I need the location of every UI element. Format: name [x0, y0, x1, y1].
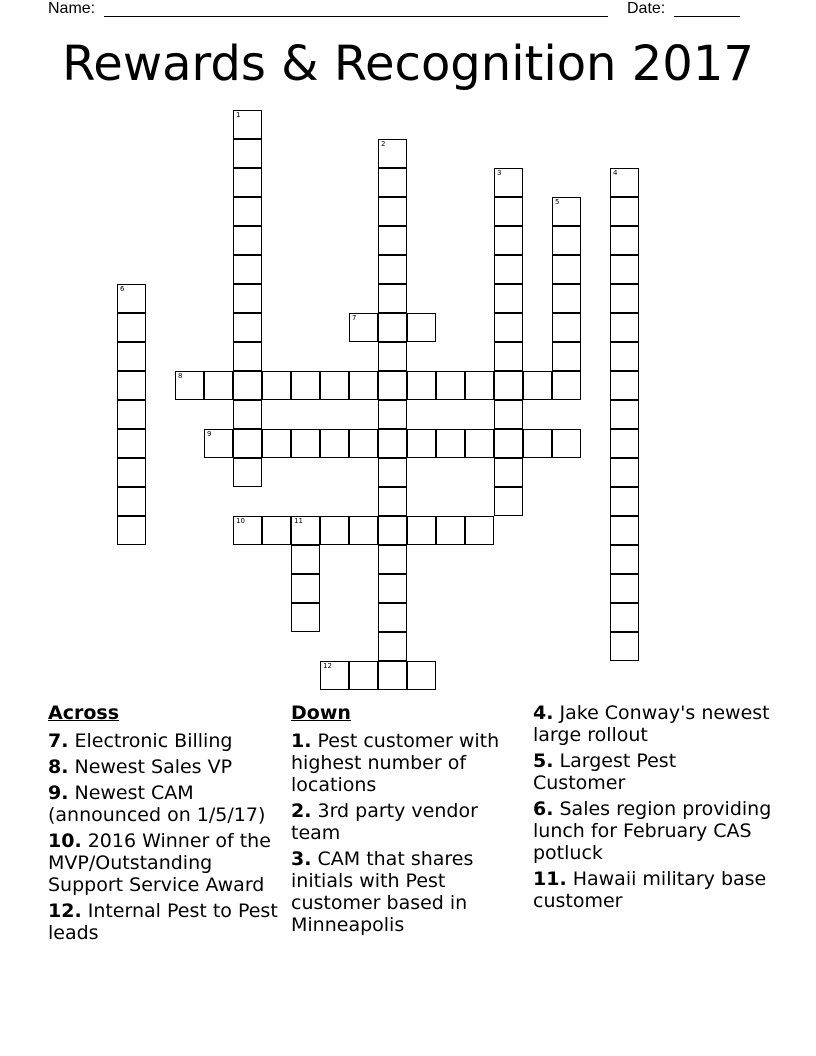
grid-cell[interactable]	[610, 429, 639, 458]
grid-cell[interactable]	[291, 574, 320, 603]
clue-number-label: 9.	[48, 782, 69, 804]
grid-cell[interactable]	[407, 371, 436, 400]
grid-cell[interactable]	[117, 400, 146, 429]
grid-cell[interactable]	[320, 661, 349, 690]
clue-number-label: 11.	[533, 868, 567, 890]
grid-cell[interactable]	[349, 661, 378, 690]
clue-number-label: 12.	[48, 900, 82, 922]
grid-cell[interactable]	[552, 197, 581, 226]
grid-cell[interactable]	[378, 574, 407, 603]
grid-cell[interactable]	[320, 516, 349, 545]
clue-item	[533, 702, 773, 746]
grid-cell[interactable]	[117, 429, 146, 458]
grid-cell[interactable]	[610, 516, 639, 545]
grid-cell[interactable]	[378, 197, 407, 226]
grid-cell[interactable]	[610, 400, 639, 429]
grid-cell[interactable]	[233, 371, 262, 400]
grid-cell[interactable]	[378, 371, 407, 400]
grid-cell[interactable]	[494, 429, 523, 458]
grid-cell[interactable]	[523, 429, 552, 458]
clue-number-label: 6.	[533, 798, 554, 820]
grid-cell[interactable]	[378, 458, 407, 487]
clue-number: 11	[294, 517, 303, 525]
grid-cell[interactable]	[117, 516, 146, 545]
clue-number: 5	[555, 198, 560, 206]
grid-cell[interactable]	[436, 429, 465, 458]
name-label: Name:	[48, 0, 96, 17]
grid-cell[interactable]	[204, 371, 233, 400]
clue-number-label: 1.	[291, 730, 312, 752]
grid-cell[interactable]	[378, 632, 407, 661]
grid-cell[interactable]	[378, 284, 407, 313]
clue-number: 6	[120, 285, 125, 293]
grid-cell[interactable]	[233, 197, 262, 226]
grid-cell[interactable]	[378, 603, 407, 632]
grid-cell[interactable]	[552, 342, 581, 371]
grid-cell[interactable]	[552, 371, 581, 400]
clue-text: Largest Pest Customer	[533, 750, 677, 794]
puzzle-title: Rewards & Recognition 2017	[62, 36, 754, 92]
grid-cell[interactable]	[552, 255, 581, 284]
grid-cell[interactable]	[610, 342, 639, 371]
grid-cell[interactable]	[494, 284, 523, 313]
clue-item	[48, 900, 284, 944]
grid-cell[interactable]	[117, 342, 146, 371]
grid-cell[interactable]	[610, 545, 639, 574]
clue-number-label: 7.	[48, 730, 69, 752]
grid-cell[interactable]	[378, 226, 407, 255]
grid-cell[interactable]	[494, 226, 523, 255]
grid-cell[interactable]	[494, 313, 523, 342]
clue-number-label: 4.	[533, 702, 554, 724]
grid-cell[interactable]	[204, 429, 233, 458]
clue-text: 3rd party vendor team	[291, 800, 478, 844]
grid-cell[interactable]	[262, 371, 291, 400]
clue-text: Newest Sales VP	[68, 756, 233, 778]
clue-number: 9	[207, 430, 212, 438]
grid-cell[interactable]	[117, 284, 146, 313]
grid-cell[interactable]	[233, 516, 262, 545]
clue-number: 1	[236, 111, 241, 119]
grid-cell[interactable]	[378, 429, 407, 458]
grid-cell[interactable]	[233, 110, 262, 139]
grid-cell[interactable]	[117, 487, 146, 516]
grid-cell[interactable]	[117, 371, 146, 400]
grid-cell[interactable]	[233, 168, 262, 197]
grid-cell[interactable]	[349, 313, 378, 342]
clue-text: 2016 Winner of the MVP/Outstanding Support Service Award	[48, 830, 271, 896]
grid-cell[interactable]	[262, 429, 291, 458]
grid-cell[interactable]	[552, 313, 581, 342]
clue-item	[48, 756, 284, 778]
clue-number-label: 8.	[48, 756, 69, 778]
grid-cell[interactable]	[320, 371, 349, 400]
grid-cell[interactable]	[436, 516, 465, 545]
grid-cell[interactable]	[233, 342, 262, 371]
clue-text: Hawaii military base customer	[533, 868, 767, 912]
grid-cell[interactable]	[610, 371, 639, 400]
clue-text: Sales region providing lunch for February CAS potluck	[533, 798, 772, 864]
clue-text: Internal Pest to Pest leads	[48, 900, 278, 944]
clue-text: Jake Conway's newest large rollout	[533, 702, 770, 746]
grid-cell[interactable]	[233, 429, 262, 458]
clue-number: 8	[178, 372, 183, 380]
grid-cell[interactable]	[494, 168, 523, 197]
clue-item	[291, 848, 529, 936]
clue-number-label: 10.	[48, 830, 82, 852]
grid-cell[interactable]	[378, 313, 407, 342]
grid-cell[interactable]	[378, 139, 407, 168]
grid-cell[interactable]	[378, 400, 407, 429]
grid-cell[interactable]	[610, 168, 639, 197]
grid-cell[interactable]	[610, 632, 639, 661]
grid-cell[interactable]	[378, 661, 407, 690]
clue-text: CAM that shares initials with Pest customer based in Minneapolis	[291, 848, 474, 936]
grid-cell[interactable]	[494, 342, 523, 371]
clue-item	[533, 798, 773, 864]
grid-cell[interactable]	[494, 458, 523, 487]
grid-cell[interactable]	[465, 516, 494, 545]
grid-cell[interactable]	[291, 429, 320, 458]
grid-cell[interactable]	[233, 458, 262, 487]
across-clues	[48, 702, 284, 948]
date-label: Date:	[627, 0, 666, 17]
clue-text: Electronic Billing	[68, 730, 233, 752]
grid-cell[interactable]	[233, 226, 262, 255]
clue-number: 3	[497, 169, 502, 177]
grid-cell[interactable]	[407, 429, 436, 458]
clue-number: 4	[613, 169, 618, 177]
grid-cell[interactable]	[291, 516, 320, 545]
grid-cell[interactable]	[610, 226, 639, 255]
grid-cell[interactable]	[233, 139, 262, 168]
grid-cell[interactable]	[494, 371, 523, 400]
clue-item	[533, 868, 773, 912]
grid-cell[interactable]	[494, 400, 523, 429]
grid-cell[interactable]	[233, 284, 262, 313]
grid-cell[interactable]	[378, 516, 407, 545]
grid-cell[interactable]	[233, 400, 262, 429]
grid-cell[interactable]	[610, 284, 639, 313]
clue-number: 12	[323, 662, 332, 670]
grid-cell[interactable]	[407, 313, 436, 342]
grid-cell[interactable]	[378, 545, 407, 574]
grid-cell[interactable]	[523, 371, 552, 400]
clue-item	[48, 830, 284, 896]
grid-cell[interactable]	[610, 603, 639, 632]
clue-text: Pest customer with highest number of locations	[291, 730, 500, 796]
clue-number: 2	[381, 140, 386, 148]
clue-item	[291, 730, 529, 796]
grid-cell[interactable]	[378, 342, 407, 371]
grid-cell[interactable]	[378, 255, 407, 284]
grid-cell[interactable]	[378, 487, 407, 516]
grid-cell[interactable]	[494, 255, 523, 284]
down-clues	[291, 702, 529, 940]
grid-cell[interactable]	[610, 197, 639, 226]
clue-item	[291, 800, 529, 844]
grid-cell[interactable]	[291, 603, 320, 632]
grid-cell[interactable]	[494, 197, 523, 226]
grid-cell[interactable]	[117, 313, 146, 342]
grid-cell[interactable]	[552, 429, 581, 458]
grid-cell[interactable]	[552, 284, 581, 313]
grid-cell[interactable]	[349, 371, 378, 400]
grid-cell[interactable]	[465, 371, 494, 400]
grid-cell[interactable]	[233, 313, 262, 342]
clue-number: 10	[236, 517, 245, 525]
clue-number-label: 2.	[291, 800, 312, 822]
grid-cell[interactable]	[291, 371, 320, 400]
across-heading: Across	[48, 702, 120, 724]
grid-cell[interactable]	[610, 487, 639, 516]
grid-cell[interactable]	[320, 429, 349, 458]
grid-cell[interactable]	[436, 371, 465, 400]
clue-item	[533, 750, 773, 794]
grid-cell[interactable]	[407, 516, 436, 545]
grid-cell[interactable]	[610, 313, 639, 342]
grid-cell[interactable]	[465, 429, 494, 458]
grid-cell[interactable]	[610, 255, 639, 284]
grid-cell[interactable]	[407, 661, 436, 690]
down-heading: Down	[291, 702, 351, 724]
grid-cell[interactable]	[349, 429, 378, 458]
grid-cell[interactable]	[291, 545, 320, 574]
grid-cell[interactable]	[175, 371, 204, 400]
clue-number-label: 5.	[533, 750, 554, 772]
grid-cell[interactable]	[610, 458, 639, 487]
grid-cell[interactable]	[494, 487, 523, 516]
down-clues-continued	[533, 702, 773, 916]
clue-item	[48, 782, 284, 826]
grid-cell[interactable]	[378, 168, 407, 197]
grid-cell[interactable]	[610, 574, 639, 603]
clue-text: Newest CAM (announced on 1/5/17)	[48, 782, 266, 826]
grid-cell[interactable]	[117, 458, 146, 487]
grid-cell[interactable]	[552, 226, 581, 255]
clue-number: 7	[352, 314, 357, 322]
grid-cell[interactable]	[349, 516, 378, 545]
clue-number-label: 3.	[291, 848, 312, 870]
clue-item	[48, 730, 284, 752]
grid-cell[interactable]	[262, 516, 291, 545]
grid-cell[interactable]	[233, 255, 262, 284]
